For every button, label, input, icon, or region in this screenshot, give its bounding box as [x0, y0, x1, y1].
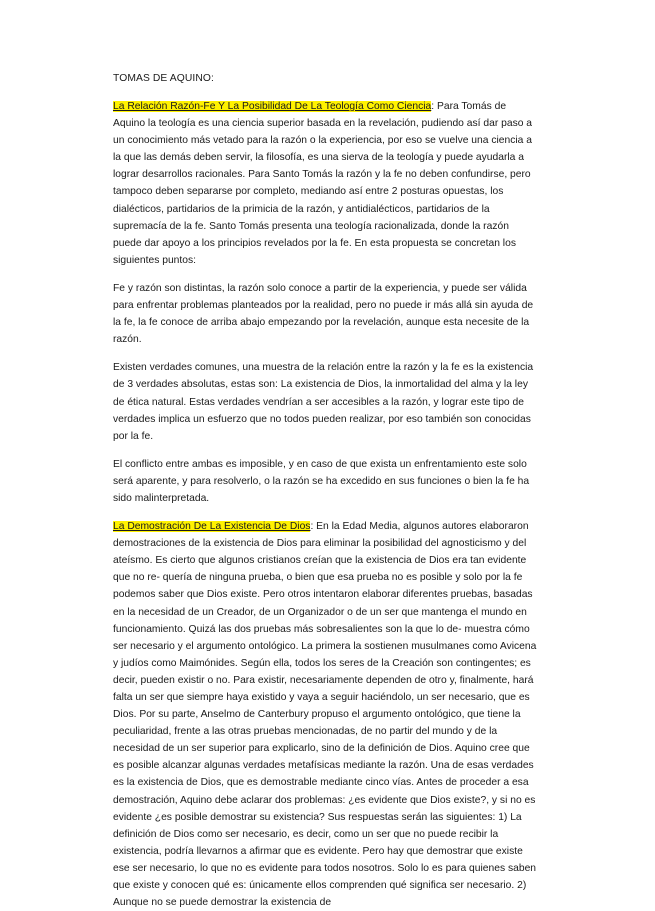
paragraph-razon-fe-body: : Para Tomás de Aquino la teología es una ciencia superior basada en la revelación, pudiendo así dar paso a un conocimiento más vetado para la razón o la experiencia, por eso se vuelve una ciencia a la que las demás deben servir, la filosofía, es una sierva de la teología y puede ayudarla a lograr desarrollos racionales. Para Santo Tomás la razón y la fe no deben confundirse, pero tampoco deben separarse por completo, mediando así entre 2 posturas opuestas, los dialécticos, partidarios de la primicia de la razón, y antidialécticos, partidarios de la supremacía de la fe. Santo Tomás presenta una teología racionalizada, donde la razón puede dar apoyo a los principios revelados por la fe. En esta propuesta se concretan los siguientes puntos:	[113, 101, 533, 266]
heading-razon-fe: La Relación Razón-Fe Y La Posibilidad De La Teología Como Ciencia	[113, 101, 432, 112]
heading-demostracion: La Demostración De La Existencia De Dios	[113, 521, 311, 533]
paragraph-fe-razon-distintas: Fe y razón son distintas, la razón solo conoce a partir de la experiencia, y puede ser válida para enfrentar problemas planteados por la realidad, pero no puede ir más allá sin ayuda de la fe, la fe conoce de arriba abajo empezando por la revelación, aunque esta necesite de la razón.	[113, 282, 534, 346]
paragraph-demostracion	[113, 518, 537, 911]
paragraph-conflicto: El conflicto entre ambas es imposible, y en caso de que exista un enfrentamiento este solo será aparente, y para resolverlo, o la razón se ha excedido en sus funciones o bien la fe ha sido malinterpretada.	[113, 458, 530, 504]
paragraph-demostracion-body: : En la Edad Media, algunos autores elaboraron demostraciones de la existencia de Dios para eliminar la posibilidad del agnosticismo y del ateísmo. Es cierto que algunos cristianos creían que la existencia de Dios era tan evidente que no re- quería de ninguna prueba, o bien que esa prueba no es posible y solo por la fe podemos saber que Dios existe. Pero otros intentaron elaborar diferentes pruebas, basadas en la necesidad de un Creador, de un Organizador o de un ser que mantenga el mundo en funcionamiento. Quizá las dos pruebas más sobresalientes son la que lo de- muestra cómo ser necesario y el argumento ontológico. La primera la sostienen musulmanes como Avicena y judíos como Maimónides. Según ella, todos los seres de la Creación son contingentes; es decir, pueden existir o no. Para existir, necesariamente dependen de otro y, finalmente, hará falta un ser que siempre haya existido y vaya a seguir haciéndolo, un ser necesario, que es Dios. Por su parte, Anselmo de Canterbury propuso el argumento ontológico, que tiene la peculiaridad, frente a las otras pruebas mencionadas, de no partir del mundo y de la necesidad de un ser superior para explicarlo, sino de la definición de Dios. Aquino cree que es posible alcanzar algunas verdades metafísicas mediante la razón. Una de esas verdades es la existencia de Dios, que es demostrable mediante cinco vías. Antes de proceder a esa demostración, Aquino debe aclarar dos problemas: ¿es evidente que Dios existe?, y si no es evidente ¿es posible demostrar su existencia? Sus respuestas serán las siguientes: 1) La definición de Dios como ser necesario, es decir, como un ser que no puede recibir la existencia, podría llevarnos a afirmar que es evidente. Pero hay que demostrar que existe ese ser necesario, lo que no es evidente para todos nosotros. Solo lo es para quienes saben que existe y conocen qué es: únicamente ellos comprenden qué significa ser necesario. 2) Aunque no se puede demostrar la existencia de	[113, 521, 537, 909]
paragraph-razon-fe	[113, 98, 537, 269]
paragraph-verdades-comunes: Existen verdades comunes, una muestra de la relación entre la razón y la fe es la existencia de 3 verdades absolutas, estas son: La existencia de Dios, la inmortalidad del alma y la ley de ética natural. Estas verdades vendrían a ser accesibles a la razón, y lograr este tipo de verdades implica un esfuerzo que no todos pueden realizar, por eso también son conocidas por la fe.	[113, 362, 534, 442]
document-title: TOMAS DE AQUINO:	[113, 73, 214, 84]
